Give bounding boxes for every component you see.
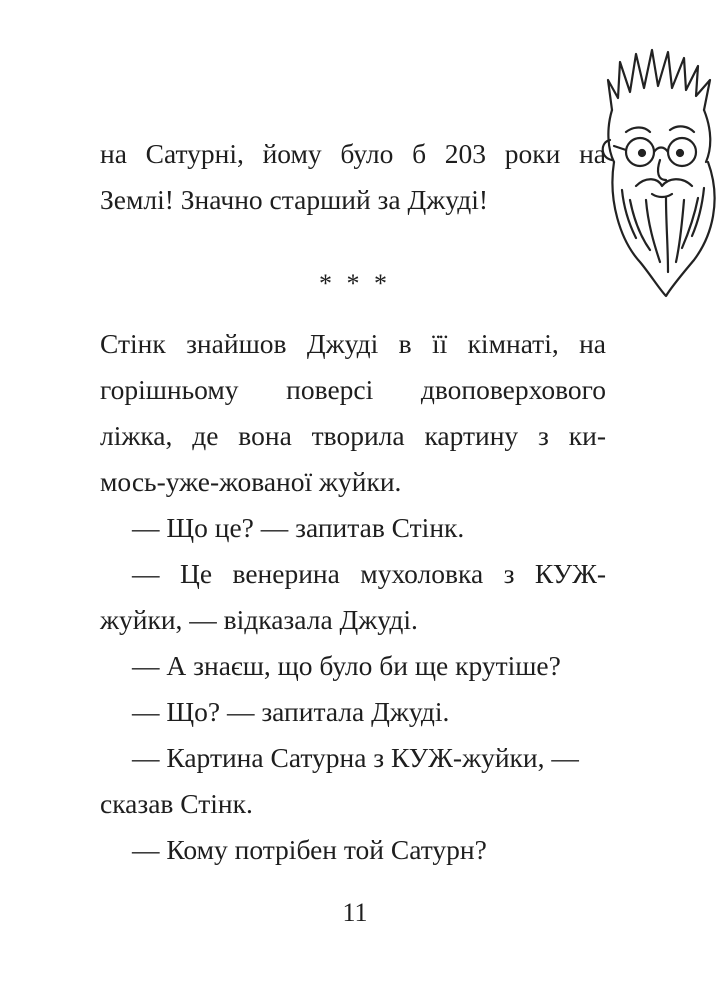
text-line: горішньому поверсі двоповерхового: [100, 374, 606, 405]
dialogue-line: — А знаєш, що було би ще крутіше?: [132, 650, 561, 681]
dialogue-line: — Картина Сатурна з КУЖ-жуйки, —: [132, 742, 579, 773]
dialogue-line: — Кому потрібен той Сатурн?: [132, 834, 487, 865]
page-number: 11: [342, 898, 368, 927]
text-line: Землі! Значно старший за Джуді!: [100, 184, 489, 215]
text-line: на Сатурні, йому було б 203 роки на: [100, 138, 606, 169]
bearded-man-illustration: [590, 40, 728, 300]
text-line: Стінк знайшов Джуді в її кімнаті, на: [100, 328, 606, 359]
dialogue-line: — Це венерина мухоловка з КУЖ-: [132, 558, 606, 589]
bearded-man-icon: [590, 40, 728, 300]
dialogue-line: — Що це? — запитав Стінк.: [132, 512, 465, 543]
text-line: мось-уже-жованої жуйки.: [100, 466, 402, 497]
section-separator: * * *: [319, 269, 391, 298]
text-line: ліжка, де вона творила картину з ки-: [100, 420, 606, 451]
dialogue-line: жуйки, — відказала Джуді.: [100, 604, 418, 635]
dialogue-line: — Що? — запитала Джуді.: [132, 696, 450, 727]
dialogue-line: сказав Стінк.: [100, 788, 253, 819]
